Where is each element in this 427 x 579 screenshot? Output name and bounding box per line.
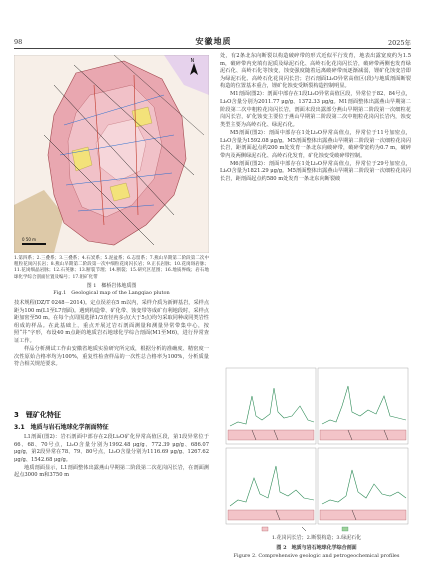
section-heading: 3 锂矿化特征 bbox=[14, 411, 61, 419]
profile-panel-4 bbox=[318, 448, 408, 524]
north-label: N bbox=[190, 58, 195, 64]
paragraph: L1剖面(图2)：岩石剖面中部存在2段Li₂O矿化异常高值区段，第1段异常位于66、68、70号点，Li₂O含量分别为1992.48 μg/g、772.39 μg/g、686.07 μg/g，第2段异常在78、79、80号点，Li₂O含量分别为1116.69 μg/g、1267.62 μg/g、1542.68 μg/g。 bbox=[14, 434, 209, 463]
paragraph: M1剖面(图2)：剖面中部存在1段Li₂O异常高值区段，异常位于82、84号点，Li₂O含量分别为2011.77 μg/g、1372.33 μg/g。M1剖面整体出露燕山早期第二阶段第二次中粗粒花岗闪长岩，剖面末段出露部分燕山早期第二阶段第一次细粒花岗闪长岩，矿化蚀变主要位于燕山早期第二阶段第二次中粗粒花岗闪长岩内，蚀变类型主要为高岭石化、绿泥石化。 bbox=[220, 91, 411, 128]
legend-swatch-chlorite bbox=[342, 527, 348, 531]
paragraph: 技术规程(DZ/T 0248－2014)。定点误差在5 m以内，采样介质为新鲜基岩，采样点距为100 m(L1至L7剖面)。遇到构造带、矿化带、蚀变带等成矿有利地段时，采样点距加密至50 m。在每个点周围选择1/3直径内多点(大于5点)均匀采取同种或同类岩性组成的样品。在此基础上，重点开展过岩石剖面测量和测量异常带集中心，按照“井”字形，布设40 m点距的地质岩石地球化学综合剖面(M1至M6)，进行异常查证工作。 bbox=[14, 300, 210, 344]
profile-panel-1 bbox=[226, 368, 316, 444]
subsection-heading: 3.1 地质与岩石地球化学剖面特征 bbox=[14, 424, 109, 431]
profile-panels bbox=[222, 366, 411, 534]
journal-title: 安徽地质 bbox=[195, 36, 232, 46]
paragraph: M6剖面(图2)：剖面中部存在1处Li₂O异常高值点，异常位于29号加密点，Li₂O含量为1821.29 μg/g。M5剖面整体出露燕山早期第二阶段第一次细粒花岗闪长岩，距剖面起点约580 m处发育一条北东向断裂破 bbox=[220, 160, 411, 182]
year: 2025年 bbox=[387, 39, 411, 47]
paragraph: 样品分析测试工作由安徽省地质实验研究所完成，根据分析的准确度、精密度一次性原始合格率均为100%，重复性检查样品的一次性总合格率为100%，分析质量符合相关规范要求。 bbox=[14, 346, 209, 368]
paragraph: M5剖面(图2)：剖面中部存在1处Li₂O异常高值点，异常位于11号加密点，Li₂O含量为1592.08 μg/g。M5剖面整体出露燕山早期第二阶段第一次细粒花岗闪长岩，距剖面起点约200 m处发育一条北东向破碎带，破碎带宽约为0.7 m，破碎带内及两侧绿泥石化、高岭石化发育，矿化蚀变受破碎带控制。 bbox=[220, 129, 411, 159]
figure-2-legend: 1.花岗闪长岩；2.断裂构造；3.绿泥石化 bbox=[271, 535, 362, 541]
figure-1-legend: 1.第四系；2.三叠系；3.三叠系；4.石炭系；5.泥盆系；6.志留系；7.燕山早期第二阶段第二次中粗粒花岗闪长岩；8.燕山早期第二阶段第一次中细粒花岗闪长岩；9.正长岩脉；10.花岗斑岩脉；11.花岗细晶岩脉；12.石英脉；13.断裂节理；14.断裂；15.研究区范围；16.地质界线；岩石地球化学综合剖面位置及编号；17.钼矿化带 bbox=[14, 256, 209, 280]
figure-2-caption-cn: 图 2 地质与岩石地球化学综合剖面 bbox=[276, 545, 357, 551]
left-column-lower bbox=[14, 434, 209, 481]
header-rule bbox=[14, 48, 411, 49]
paragraph: 处，有2条北东向断裂以构造破碎带的形式近似平行发育，地表出露宽度约为1.5 m，破碎带内充填有泥质及绿泥石化、高岭石化花岗闪长岩，破碎带两侧也发育绿泥石化、高岭石化等蚀变，蚀变强度随着远离破碎带而逐渐减弱，锂矿化蚀变岩即为绿泥石化、高岭石化花岗闪长岩；岩石剖面Li₂O异常高值区(段)与地质剖面断裂构造的位置基本重合，锂矿化蚀变受断裂构造控制明显。 bbox=[220, 53, 411, 90]
scale-bar bbox=[22, 243, 46, 245]
figure-1-map bbox=[14, 55, 209, 253]
figure-1-caption-cn: 图 1 榔桥岩体地质图 bbox=[86, 283, 137, 289]
scale-label: 0 50 m bbox=[22, 237, 37, 242]
profile-panel-3 bbox=[226, 448, 316, 524]
profile-panel-2 bbox=[318, 368, 408, 444]
figure-2-profiles bbox=[222, 366, 411, 534]
legend-swatch-granodiorite bbox=[262, 527, 268, 531]
right-column bbox=[220, 53, 411, 184]
figure-1-caption-en: Fig.1 Geological map of the Langqiao pluton bbox=[53, 290, 170, 296]
paragraph: 地质剖面显示，L1剖面整体出露燕山早期第二阶段第二次花岗闪长岩，在剖面测起点3000 m和3750 m bbox=[14, 464, 209, 479]
geological-map bbox=[14, 55, 209, 253]
page-number: 98 bbox=[14, 38, 23, 46]
figure-2-caption-en: Figure 2. Comprehensive geologic and petrogeochemical profiles bbox=[233, 553, 400, 559]
left-column bbox=[14, 300, 209, 369]
